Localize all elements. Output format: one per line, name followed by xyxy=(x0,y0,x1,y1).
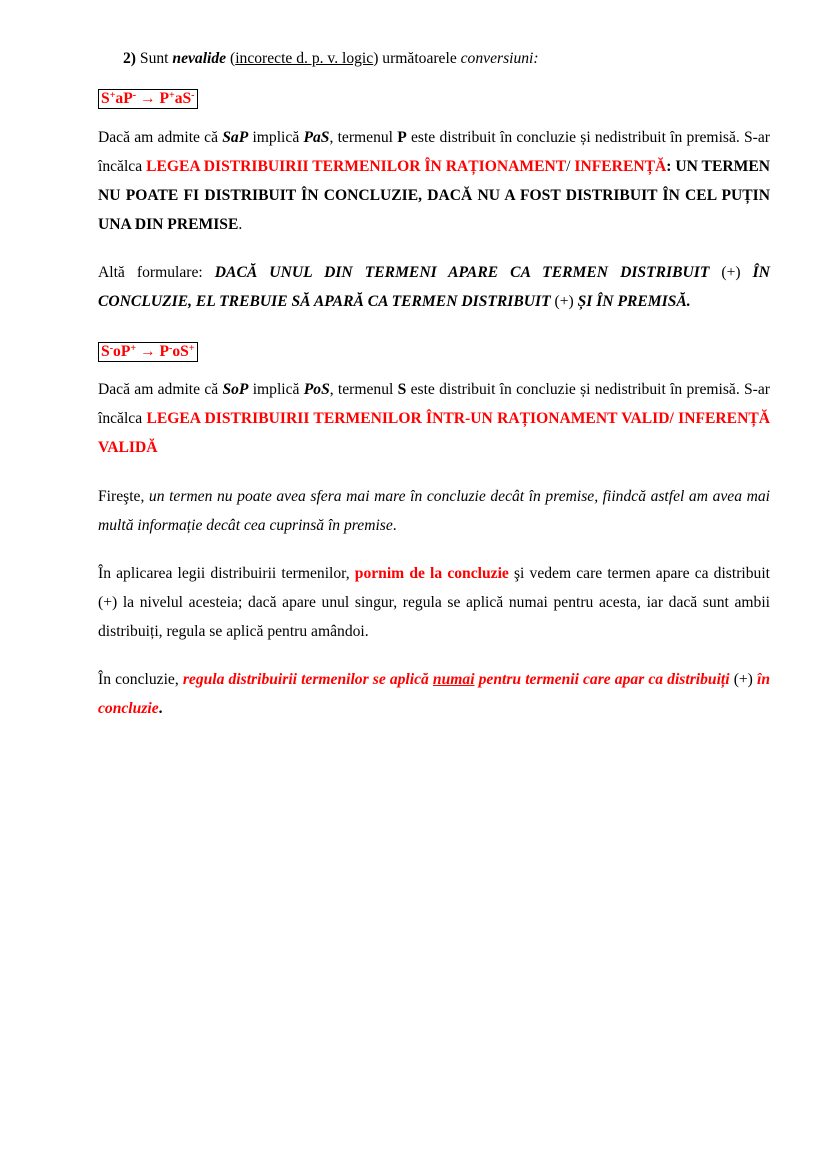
heading-text: ) următoarele xyxy=(373,50,461,67)
heading-incorecte: incorecte d. p. v. logic xyxy=(235,50,374,67)
heading-text: ( xyxy=(226,50,236,67)
paragraph-5: În aplicarea legii distribuirii termenilor, pornim de la concluzie şi vedem care termen apare ca distribuit (+) la nivelul acesteia; dacă apare unul singur, regula se aplică numai pentru acesta, iar dacă sunt ambii distribuiți, regula se aplică pentru amândoi. xyxy=(98,565,770,640)
heading-conversiuni: conversiuni: xyxy=(460,50,539,67)
formula-box-1: S+aP- → P+aS- xyxy=(98,89,770,109)
paragraph-2: Altă formulare: DACĂ UNUL DIN TERMENI APARE CA TERMEN DISTRIBUIT (+) ÎN CONCLUZIE, EL TREBUIE SĂ APARĂ CA TERMEN DISTRIBUIT (+) ȘI ÎN PREMISĂ. xyxy=(98,264,770,310)
paragraph-1: Dacă am admite că SaP implică PaS, termenul P este distribuit în concluzie și nedistribuit în premisă. S-ar încălca LEGEA DISTRIBUIRII TERMENILOR ÎN RAȚIONAMENT/ INFERENȚĂ: UN TERMEN NU POATE FI DISTRIBUIT ÎN CONCLUZIE, DACĂ NU A FOST DISTRIBUIT ÎN CEL PUȚIN UNA DIN PREMISE. xyxy=(98,129,771,233)
paragraph-6: În concluzie, regula distribuirii termenilor se aplică numai pentru termenii care apar ca distribuiți (+) în concluzie. xyxy=(98,671,770,717)
section-heading xyxy=(98,44,539,73)
heading-text: Sunt xyxy=(136,50,173,67)
formula-box-2: S-oP+ → P-oS+ xyxy=(98,342,770,362)
heading-number: 2) xyxy=(123,50,136,67)
paragraph-4: Fireşte, un termen nu poate avea sfera mai mare în concluzie decât în premise, fiindcă astfel am avea mai multă informație decât cea cuprinsă în premise. xyxy=(98,488,770,534)
paragraph-3: Dacă am admite că SoP implică PoS, termenul S este distribuit în concluzie și nedistribuit în premisă. S-ar încălca LEGEA DISTRIBUIRII TERMENILOR ÎNTR-UN RAȚIONAMENT VALID/ INFERENȚĂ VALIDĂ xyxy=(98,381,770,456)
heading-nevalide: nevalide xyxy=(172,50,227,67)
